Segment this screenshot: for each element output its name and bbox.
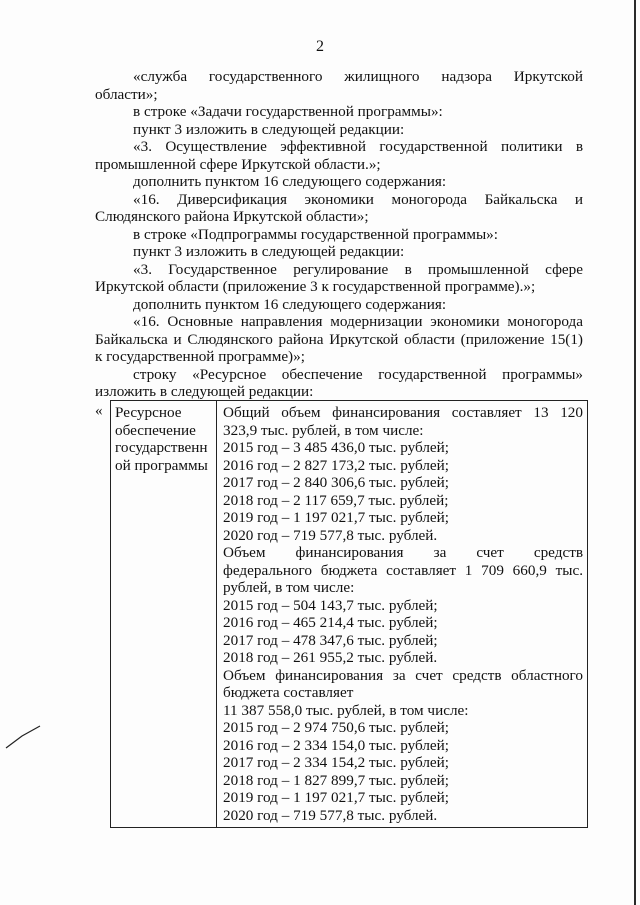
paragraph-line: изложить в следующей редакции: <box>95 383 314 400</box>
table-content-line: бюджета составляет <box>223 684 354 701</box>
table-content-line: 2020 год – 719 577,8 тыс. рублей. <box>223 806 438 824</box>
table-content-line: 2018 год – 2 117 659,7 тыс. рублей; <box>223 491 449 509</box>
table-content-line: 2016 год – 2 334 154,0 тыс. рублей; <box>223 736 450 754</box>
pen-stroke-mark <box>4 722 44 752</box>
table-content-line: 2020 год – 719 577,8 тыс. рублей. <box>223 526 438 544</box>
body-text <box>95 68 583 401</box>
table-content-line: 2018 год – 261 955,2 тыс. рублей. <box>223 649 438 666</box>
paragraph-line: области»; <box>95 85 158 103</box>
table-content-line: 2019 год – 1 197 021,7 тыс. рублей; <box>223 509 450 526</box>
table-content-line: 11 387 558,0 тыс. рублей, в том числе: <box>223 701 469 719</box>
table-label-line: ой программы <box>115 456 208 474</box>
table-content-line: 2017 год – 2 334 154,2 тыс. рублей; <box>223 754 450 771</box>
table-row <box>111 401 588 828</box>
table-label-cell <box>111 401 217 828</box>
paragraph-line: промышленной сфере Иркутской области.»; <box>95 155 381 173</box>
table-content-line: 2017 год – 478 347,6 тыс. рублей; <box>223 631 438 649</box>
table-content-line: 2015 год – 3 485 436,0 тыс. рублей; <box>223 439 450 456</box>
table-label-line: обеспечение <box>115 421 196 439</box>
paragraph-line: «16. Основные направления модернизации экономики моногорода <box>133 313 583 330</box>
table-content-line: Объем финансирования за счет средств <box>223 544 583 561</box>
table-content-line: 323,9 тыс. рублей, в том числе: <box>223 421 424 439</box>
table-content-line: 2019 год – 1 197 021,7 тыс. рублей; <box>223 789 450 806</box>
table-content-line: 2018 год – 1 827 899,7 тыс. рублей; <box>223 771 450 789</box>
paragraph-line: в строке «Задачи государственной программы»: <box>133 103 443 120</box>
paragraph-line: «служба государственного жилищного надзора Иркутской <box>133 68 583 85</box>
table-content-line: 2016 год – 465 214,4 тыс. рублей; <box>223 614 438 631</box>
table-label-line: государственн <box>115 439 208 456</box>
table-content-line: Общий объем финансирования составляет 13 120 <box>223 404 583 421</box>
paragraph-line: пункт 3 изложить в следующей редакции: <box>133 243 405 260</box>
table-content-line: Объем финансирования за счет средств областного <box>223 666 583 684</box>
paragraph-line: «3. Государственное регулирование в промышленной сфере <box>133 260 583 278</box>
resource-table <box>110 400 588 828</box>
paragraph-line: Иркутской области (приложение 3 к государственной программе).»; <box>95 278 536 295</box>
table-open-quote: « <box>95 402 103 419</box>
table-label-line: Ресурсное <box>115 404 182 421</box>
paragraph-line: «16. Диверсификация экономики моногорода Байкальска и <box>133 190 583 208</box>
paragraph-line: пункт 3 изложить в следующей редакции: <box>133 120 405 138</box>
paragraph-line: к государственной программе)»; <box>95 348 305 365</box>
paragraph-line: дополнить пунктом 16 следующего содержания: <box>133 295 447 313</box>
table-content-line: 2015 год – 504 143,7 тыс. рублей; <box>223 596 438 614</box>
table-content-cell <box>217 401 588 828</box>
paragraph-line: строку «Ресурсное обеспечение государственной программы» <box>133 365 583 383</box>
page-number: 2 <box>316 38 324 55</box>
paragraph-line: Байкальска и Слюдянского района Иркутской области (приложение 15(1) <box>95 330 583 348</box>
paragraph-line: «3. Осуществление эффективной государственной политики в <box>133 138 583 155</box>
table-content-line: 2015 год – 2 974 750,6 тыс. рублей; <box>223 719 450 736</box>
paragraph-line: дополнить пунктом 16 следующего содержания: <box>133 173 447 190</box>
paragraph-line: Слюдянского района Иркутской области»; <box>95 208 369 225</box>
table-content-line: 2016 год – 2 827 173,2 тыс. рублей; <box>223 456 450 474</box>
table-content-line: рублей, в том числе: <box>223 579 355 596</box>
scan-edge-line <box>634 0 636 905</box>
paragraph-line: в строке «Подпрограммы государственной программы»: <box>133 225 498 243</box>
table-content-line: 2017 год – 2 840 306,6 тыс. рублей; <box>223 474 450 491</box>
table-content-line: федерального бюджета составляет 1 709 660,9 тыс. <box>223 561 583 579</box>
